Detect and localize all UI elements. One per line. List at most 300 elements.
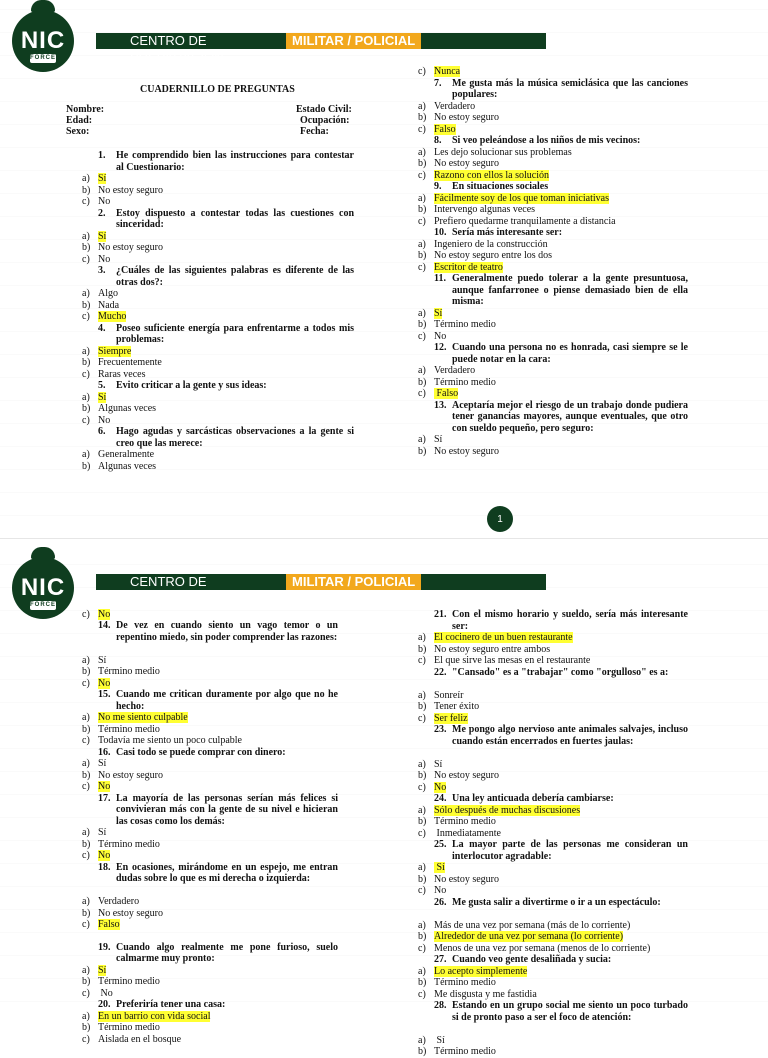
selected-answer-text: En un barrio con vida social — [98, 1010, 211, 1022]
answer-option — [418, 101, 475, 113]
option-letter: c) — [82, 253, 90, 265]
option-text: Tener éxito — [434, 701, 480, 712]
question-number: 11. — [434, 273, 446, 284]
question-text: Me gusta salir a divertirme o ir a un espectáculo: — [452, 896, 661, 908]
answer-option — [82, 461, 156, 473]
question — [98, 620, 338, 643]
option-letter: b) — [82, 242, 91, 253]
option-letter: a) — [82, 173, 90, 184]
question-text: Cuando una persona no es honrada, casi siempre se le puede notar en la cara: — [452, 342, 688, 365]
question-text: Con el mismo horario y sueldo, sería más interesante ser: — [452, 609, 688, 632]
option-text: Raras veces — [98, 368, 146, 380]
answer-option — [418, 250, 552, 262]
answer-option — [418, 989, 537, 1001]
answer-option — [418, 262, 503, 274]
option-letter: c) — [82, 850, 90, 861]
answer-option — [82, 415, 110, 427]
option-letter: b) — [418, 1046, 427, 1057]
answer-option — [418, 966, 527, 978]
page-number: 1 — [487, 506, 513, 532]
question-number: 25. — [434, 839, 447, 850]
option-letter: c) — [418, 655, 426, 666]
option-text: Generalmente — [98, 449, 155, 460]
question-text: He comprendido bien las instrucciones para contestar al Cuestionario: — [116, 150, 354, 173]
question — [98, 689, 338, 712]
selected-answer-text: No me siento culpable — [98, 712, 188, 723]
option-text: Verdadero — [434, 365, 476, 376]
option-letter: c) — [418, 827, 426, 839]
option-letter: c) — [418, 712, 426, 724]
question-text: Sería más interesante ser: — [452, 227, 563, 238]
question-text: De vez en cuando siento un vago temor o un repentino miedo, sin poder comprender las razones: — [116, 620, 338, 643]
answer-option — [418, 874, 499, 886]
question-number: 6. — [98, 426, 106, 437]
answer-option — [418, 690, 463, 702]
question — [98, 747, 338, 759]
question — [98, 380, 354, 392]
answer-option — [418, 644, 550, 656]
option-text: Término medio — [98, 666, 160, 677]
answer-option — [418, 388, 458, 400]
question-number: 28. — [434, 1000, 447, 1011]
field-nombre: Nombre: — [66, 104, 105, 115]
answer-option — [82, 896, 139, 908]
option-letter: b) — [82, 299, 91, 311]
option-letter: c) — [418, 261, 426, 273]
option-letter: a) — [418, 238, 426, 250]
answer-option — [418, 977, 496, 989]
selected-answer-text: Sí — [98, 230, 107, 242]
option-letter: c) — [82, 735, 90, 746]
question-number: 1. — [98, 150, 106, 161]
question-number: 18. — [98, 861, 111, 873]
option-text: No — [434, 885, 447, 896]
answer-option — [418, 816, 496, 828]
option-letter: b) — [418, 643, 427, 655]
page-2 — [0, 545, 768, 1057]
question — [434, 1000, 688, 1023]
answer-option — [82, 609, 110, 621]
option-text: Algo — [98, 288, 118, 299]
option-letter: c) — [418, 388, 426, 399]
option-letter: a) — [82, 964, 90, 976]
option-text: Verdadero — [434, 100, 476, 112]
option-letter: b) — [418, 376, 427, 388]
question — [434, 400, 688, 435]
option-letter: c) — [82, 414, 90, 426]
banner-highlight-text: MILITAR / POLICIAL — [286, 33, 421, 49]
option-letter: b) — [82, 460, 91, 472]
option-letter: b) — [82, 357, 91, 368]
answer-option — [418, 862, 445, 874]
option-letter: a) — [418, 632, 426, 643]
option-text: Sonreír — [434, 689, 464, 701]
option-letter: a) — [418, 1034, 426, 1046]
option-letter: c) — [82, 196, 90, 207]
question-text: En ocasiones, mirándome en un espejo, me entran dudas sobre lo que es mi derecha o izquierda: — [116, 861, 338, 884]
question-number: 5. — [98, 380, 106, 391]
answer-option — [418, 216, 616, 228]
question-text: La mayor parte de las personas me consideran un interlocutor agradable: — [452, 839, 688, 862]
question-text: Casi todo se puede comprar con dinero: — [116, 746, 286, 758]
selected-answer-text: Sí — [98, 391, 107, 403]
option-letter: b) — [418, 931, 427, 942]
answer-option — [82, 781, 110, 793]
option-letter: c) — [82, 987, 90, 999]
question-number: 10. — [434, 227, 447, 238]
question-number: 19. — [98, 941, 111, 953]
answer-option — [82, 666, 160, 678]
question-number: 21. — [434, 609, 447, 620]
answer-option — [82, 242, 163, 254]
option-letter: a) — [82, 712, 90, 723]
option-text: Término medio — [434, 376, 496, 388]
question-text: Cuando algo realmente me pone furioso, suelo calmarme muy pronto: — [116, 941, 338, 964]
question-number: 8. — [434, 135, 442, 146]
answer-option — [82, 770, 163, 782]
option-letter: b) — [418, 112, 427, 123]
option-text: Nada — [98, 299, 120, 311]
option-letter: b) — [418, 204, 427, 215]
answer-option — [418, 331, 446, 343]
question — [434, 273, 688, 308]
logo-subtitle: FORCE — [30, 55, 56, 61]
question-number: 13. — [434, 399, 447, 411]
option-text: No estoy seguro entre los dos — [434, 250, 553, 261]
option-text: Sí — [98, 758, 107, 769]
answer-option — [82, 231, 106, 243]
question-text: ¿Cuáles de las siguientes palabras es diferente de las otras dos?: — [116, 265, 354, 288]
selected-answer-text: Razono con ellos la solución — [434, 169, 549, 181]
question-number: 26. — [434, 896, 447, 908]
question-text: Preferiría tener una casa: — [116, 999, 226, 1010]
eagle-icon — [31, 0, 55, 12]
answer-option — [418, 805, 580, 817]
question-number: 7. — [434, 77, 442, 89]
answer-option — [418, 782, 446, 794]
logo-subtitle: FORCE — [30, 602, 56, 608]
option-letter: a) — [82, 896, 90, 907]
option-letter: a) — [82, 230, 90, 242]
question-text: Aceptaría mejor el riesgo de un trabajo donde pudiera tener ganancias mayores, aunque eventuales, que otro con sueldo pequeño, pero seguro: — [452, 399, 688, 434]
question-text: Hago agudas y sarcásticas observaciones a la gente si creo que las merece: — [116, 426, 354, 449]
question-text: "Cansado" es a "trabajar" como "orgulloso" es a: — [452, 666, 669, 678]
question-text: Me pongo algo nervioso ante animales salvajes, incluso cuando están encerrados en fuertes jaulas: — [452, 724, 688, 747]
question-number: 4. — [98, 322, 106, 334]
answer-option — [82, 254, 110, 266]
question — [434, 793, 688, 805]
option-text: No estoy seguro — [434, 873, 499, 885]
option-text: No estoy seguro — [434, 445, 499, 457]
option-letter: b) — [418, 770, 427, 781]
selected-answer-text: Siempre — [98, 345, 132, 357]
option-text: Término medio — [434, 977, 496, 988]
question-text: Me gusta más la música semiclásica que las canciones populares: — [452, 77, 688, 100]
option-letter: a) — [418, 100, 426, 112]
question — [434, 667, 688, 679]
question-number: 3. — [98, 265, 106, 276]
brand-logo: NIC FORCE — [12, 10, 74, 72]
option-text: Verdadero — [98, 896, 140, 907]
question — [434, 954, 688, 966]
option-letter: c) — [82, 781, 90, 792]
option-letter: b) — [418, 250, 427, 261]
question-number: 15. — [98, 689, 111, 700]
option-letter: c) — [82, 677, 90, 689]
question-number: 14. — [98, 620, 111, 631]
option-text: No — [98, 414, 111, 426]
answer-option — [418, 377, 496, 389]
answer-option — [82, 976, 160, 988]
option-letter: a) — [418, 919, 426, 931]
answer-option — [418, 943, 650, 955]
option-letter: c) — [418, 988, 426, 1000]
option-text: Término medio — [434, 1046, 496, 1057]
option-text: Sí — [98, 654, 107, 666]
answer-option — [418, 170, 549, 182]
answer-option — [418, 920, 630, 932]
answer-option — [418, 770, 499, 782]
answer-option — [82, 1011, 210, 1023]
option-letter: a) — [82, 827, 90, 838]
option-text: Menos de una vez por semana (menos de lo corriente) — [434, 942, 651, 954]
option-letter: b) — [418, 701, 427, 712]
option-text: Término medio — [98, 723, 160, 735]
question — [98, 150, 354, 173]
option-text: Sí — [98, 827, 107, 838]
question-text: Estoy dispuesto a contestar todas las cuestiones con sinceridad: — [116, 207, 354, 230]
selected-answer-text: Falso — [98, 919, 120, 930]
option-text: Todavía me siento un poco culpable — [98, 735, 242, 746]
option-text: Ingeniero de la construcción — [434, 238, 548, 250]
answer-option — [418, 319, 496, 331]
question-text: En situaciones sociales — [452, 181, 549, 192]
option-letter: a) — [82, 654, 90, 666]
answer-option — [418, 632, 573, 644]
option-text: No estoy seguro — [98, 769, 163, 781]
banner-left-text: CENTRO DE PREPARACIÓN — [130, 33, 224, 64]
question-number: 27. — [434, 954, 447, 965]
option-text: Término medio — [434, 816, 496, 827]
option-text: Frecuentemente — [98, 357, 162, 368]
selected-answer-text: Alrededor de una vez por semana (lo corriente) — [434, 931, 624, 942]
option-text: Término medio — [434, 319, 496, 330]
selected-answer-text: Sí — [98, 173, 107, 184]
answer-option — [418, 434, 442, 446]
field-estado-civil: Estado Civil: — [296, 104, 352, 115]
answer-option — [82, 369, 145, 381]
selected-answer-text: No — [434, 781, 447, 793]
field-fecha: Fecha: — [300, 126, 329, 137]
answer-option — [82, 758, 106, 770]
question-text: Cuando me critican duramente por algo que no he hecho: — [116, 689, 338, 712]
answer-option — [418, 1035, 445, 1047]
option-letter: b) — [82, 666, 91, 677]
option-letter: a) — [418, 307, 426, 319]
field-sexo: Sexo: — [66, 126, 90, 137]
option-letter: a) — [418, 689, 426, 701]
answer-option — [82, 839, 160, 851]
question-text: Una ley anticuada debería cambiarse: — [452, 793, 614, 804]
question — [434, 181, 688, 193]
question — [98, 999, 338, 1011]
question-number: 22. — [434, 666, 447, 678]
option-text: No estoy seguro — [434, 770, 499, 781]
option-letter: c) — [418, 885, 426, 896]
question — [434, 135, 688, 147]
option-letter: c) — [418, 66, 426, 77]
option-text: No estoy seguro entre ambos — [434, 643, 551, 655]
question-number: 20. — [98, 999, 111, 1010]
option-letter: b) — [418, 816, 427, 827]
option-letter: b) — [82, 403, 91, 414]
answer-option — [418, 193, 609, 205]
option-letter: b) — [82, 184, 91, 196]
option-text: Inmediatamente — [434, 827, 501, 839]
selected-answer-text: Lo acepto simplemente — [434, 965, 528, 977]
selected-answer-text: No — [98, 609, 111, 620]
answer-option — [418, 1046, 496, 1058]
question-number: 12. — [434, 342, 447, 353]
option-letter: c) — [418, 215, 426, 227]
answer-option — [82, 655, 106, 667]
answer-option — [82, 988, 113, 1000]
option-letter: a) — [418, 192, 426, 204]
option-text: Algunas veces — [98, 460, 157, 472]
question — [98, 323, 354, 346]
selected-answer-text: Sí — [434, 307, 443, 319]
selected-answer-text: Escritor de teatro — [434, 261, 503, 273]
question-text: Generalmente puedo tolerar a la gente presuntuosa, aunque fanfarronee o piense demasiado bien de ella misma: — [452, 273, 688, 307]
answer-option — [82, 965, 106, 977]
option-text: No — [434, 330, 447, 342]
selected-answer-text: Nunca — [434, 66, 461, 77]
option-letter: b) — [418, 977, 427, 988]
answer-option — [82, 403, 156, 415]
answer-option — [418, 158, 499, 170]
selected-answer-text: Sí — [98, 964, 107, 976]
answer-option — [418, 147, 572, 159]
answer-option — [418, 885, 446, 897]
answer-option — [418, 701, 479, 713]
answer-option — [82, 724, 160, 736]
answer-option — [82, 827, 106, 839]
option-letter: b) — [82, 1022, 91, 1033]
question — [98, 208, 354, 231]
header-banner — [96, 574, 546, 605]
answer-option — [418, 655, 590, 667]
option-text: No — [98, 196, 111, 207]
question-number: 2. — [98, 207, 106, 219]
option-text: No estoy seguro — [98, 242, 163, 253]
option-letter: b) — [82, 976, 91, 987]
answer-option — [82, 908, 163, 920]
option-text: No estoy seguro — [98, 184, 163, 196]
question — [434, 839, 688, 862]
option-text: No estoy seguro — [434, 112, 499, 123]
answer-option — [82, 712, 188, 724]
selected-answer-text: Mucho — [98, 311, 127, 322]
answer-option — [82, 288, 118, 300]
banner-highlight-text: MILITAR / POLICIAL — [286, 574, 421, 590]
answer-option — [418, 446, 499, 458]
option-letter: a) — [82, 449, 90, 460]
answer-option — [418, 365, 475, 377]
question-text: Si veo peleándose a los niños de mis vecinos: — [452, 135, 641, 146]
question — [434, 227, 688, 239]
option-text: No estoy seguro — [434, 158, 499, 169]
question — [98, 793, 338, 828]
option-letter: c) — [418, 781, 426, 793]
option-text: No — [98, 253, 111, 265]
option-letter: a) — [418, 434, 426, 445]
question — [98, 862, 338, 885]
eagle-icon — [31, 547, 55, 559]
option-letter: c) — [82, 368, 90, 380]
document-title: CUADERNILLO DE PREGUNTAS — [140, 84, 295, 95]
question-text: La mayoría de las personas serían más felices si convivieran más con la gente de su nivel e hicieran las cosas como los demás: — [116, 792, 338, 827]
selected-answer-text: Falso — [434, 123, 456, 135]
answer-option — [418, 204, 535, 216]
option-letter: a) — [82, 1010, 90, 1022]
option-letter: a) — [418, 965, 426, 977]
option-letter: a) — [418, 862, 426, 873]
field-ocupacion: Ocupación: — [300, 115, 350, 126]
question-text: Evito criticar a la gente y sus ideas: — [116, 380, 267, 391]
option-letter: a) — [82, 288, 90, 299]
answer-option — [82, 919, 120, 931]
answer-option — [82, 196, 110, 208]
answer-option — [418, 828, 501, 840]
option-letter: b) — [82, 723, 91, 735]
option-text: Les dejo solucionar sus problemas — [434, 146, 572, 158]
option-letter: c) — [82, 311, 90, 322]
option-letter: c) — [82, 919, 90, 930]
option-letter: a) — [418, 804, 426, 816]
question — [98, 942, 338, 965]
option-letter: c) — [418, 330, 426, 342]
option-letter: c) — [418, 123, 426, 135]
question — [434, 78, 688, 101]
selected-answer-text: No — [98, 850, 111, 861]
answer-option — [82, 185, 163, 197]
selected-answer-text: Fácilmente soy de los que toman iniciativas — [434, 192, 609, 204]
option-text: Sí — [434, 1034, 445, 1046]
question-number: 24. — [434, 793, 447, 804]
answer-option — [418, 124, 456, 136]
question — [434, 342, 688, 365]
question-number: 16. — [98, 746, 111, 758]
option-letter: c) — [82, 1033, 90, 1045]
answer-option — [82, 449, 154, 461]
option-letter: b) — [418, 873, 427, 885]
question-number: 23. — [434, 724, 447, 735]
question-text: Estando en un grupo social me siento un poco turbado si de pronto paso a ser el foco de atención: — [452, 1000, 688, 1023]
question-number: 17. — [98, 792, 111, 804]
answer-option — [418, 66, 460, 78]
answer-option — [418, 759, 442, 771]
option-letter: b) — [418, 158, 427, 169]
option-text: Término medio — [98, 1022, 160, 1033]
option-text: Me disgusta y me fastidia — [434, 988, 537, 1000]
answer-option — [82, 1034, 181, 1046]
option-text: Prefiero quedarme tranquilamente a distancia — [434, 215, 616, 227]
option-letter: b) — [82, 907, 91, 919]
option-text: Algunas veces — [98, 403, 157, 414]
selected-answer-text: Sólo después de muchas discusiones — [434, 804, 581, 816]
selected-answer-text: El cocinero de un buen restaurante — [434, 632, 573, 643]
option-letter: a) — [418, 146, 426, 158]
